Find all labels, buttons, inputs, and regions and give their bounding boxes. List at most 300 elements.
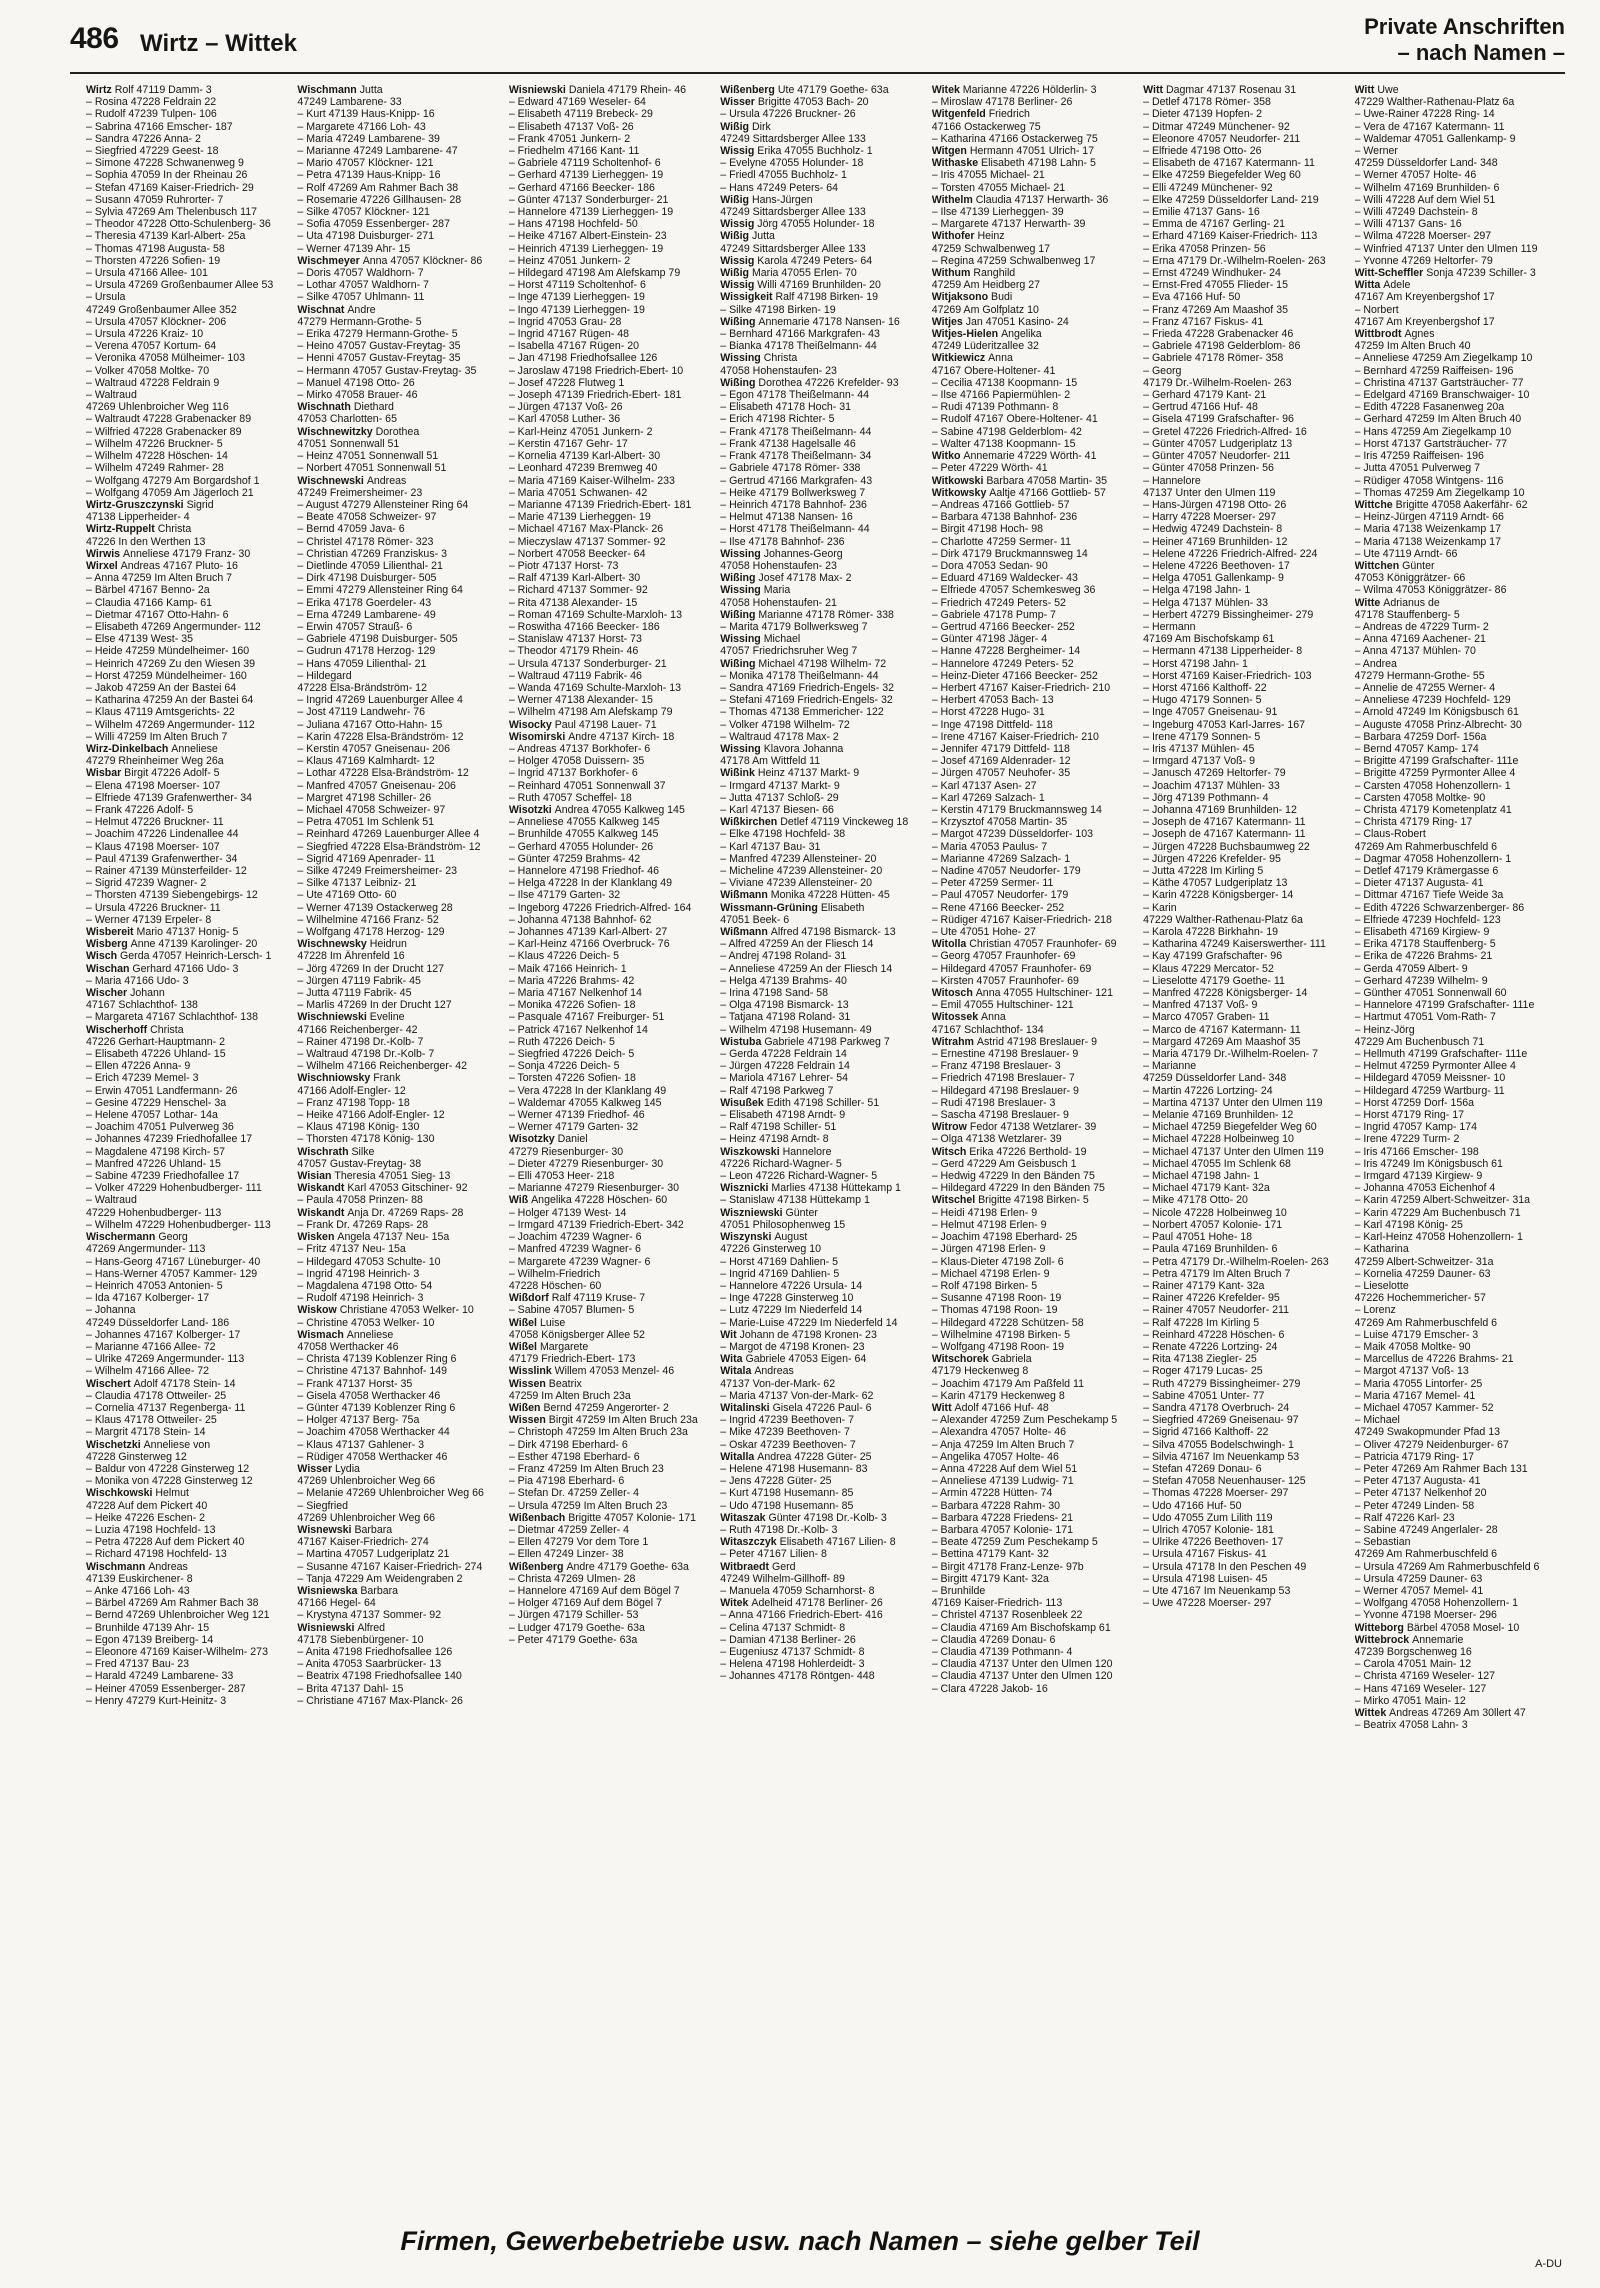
directory-entry [720,499,927,511]
directory-entry [932,487,1139,499]
directory-entry [720,1439,927,1451]
directory-entry [86,304,293,316]
directory-entry [86,780,293,792]
directory-entry [932,1011,1139,1023]
directory-entry [297,291,504,303]
directory-entry [932,108,1139,120]
directory-entry [932,841,1139,853]
directory-entry [509,1341,716,1353]
directory-entry [509,743,716,755]
entry-details: – Elke 47198 Hochfeld- 38 [720,828,846,841]
directory-entry [297,1146,504,1158]
directory-entry [1143,828,1350,840]
entry-details: – Maria 47179 Dr.-Wilhelm-Roelen- 7 [1143,1048,1318,1061]
surname: Wischnat [297,303,348,316]
entry-details: Anneliese [171,742,218,755]
entry-details: Birgit 47226 Adolf- 5 [124,767,220,780]
entry-details: – Birgit 47198 Hoch- 98 [931,523,1043,536]
entry-details: – Siegfried 47226 Deich- 5 [508,1048,635,1061]
directory-entry [932,621,1139,633]
entry-details: – Jürgen 47228 Buchsbaumweg 22 [1143,840,1310,853]
directory-entry [297,694,504,706]
directory-entry [86,767,293,779]
directory-entry [509,621,716,633]
directory-entry [1355,1585,1562,1597]
directory-entry [297,804,504,816]
entry-details: – Elli 47249 Münchener- 92 [1143,181,1273,194]
entry-details: – Holger 47058 Duissern- 35 [508,755,645,768]
surname: Wißmann [720,926,771,939]
entry-details: August [774,1231,808,1244]
entry-details: – Anneliese 47055 Kalkweg 145 [508,816,660,829]
entry-details: – Johannes 47239 Friedhofallee 17 [86,1133,253,1146]
directory-entry [86,963,293,975]
directory-entry [1355,780,1562,792]
entry-details: – Wilhelm 47169 Brunhilden- 6 [1354,181,1500,194]
entry-details: Ranghild [973,267,1016,280]
directory-entry [509,975,716,987]
directory-entry [1355,865,1562,877]
entry-details: – Fred 47137 Bau- 23 [86,1658,190,1671]
entry-details: Andrea 47055 Kalkweg 145 [554,803,685,816]
directory-entry [86,377,293,389]
directory-entry [1143,450,1350,462]
entry-details: – Claudia 47269 Donau- 6 [931,1633,1056,1646]
entry-details: – Jakob 47259 An der Bastei 64 [86,681,237,694]
entry-details: – Rosina 47228 Feldrain 22 [86,96,217,109]
directory-entry [509,1573,716,1585]
directory-entry [86,426,293,438]
directory-entry [1143,1585,1350,1597]
directory-entry [1143,731,1350,743]
directory-entry [720,365,927,377]
entry-details: 47249 Lambarene- 33 [297,96,402,109]
directory-entry [509,1085,716,1097]
entry-details: – Willi 47137 Gans- 16 [1354,218,1462,231]
entry-details: – Ursula 47178 In den Peschen 49 [1143,1560,1307,1573]
directory-entry [932,1426,1139,1438]
entry-details: – Maria 47138 Weizenkamp 17 [1354,523,1501,536]
entry-details: – Torsten 47055 Michael- 21 [931,181,1066,194]
directory-entry [297,719,504,731]
entry-details: Johannes-Georg [763,547,843,560]
entry-details: – Roswitha 47166 Beecker- 186 [508,620,660,633]
directory-entry [297,365,504,377]
entry-details: – Hildegard [297,669,352,682]
directory-entry [297,560,504,572]
directory-entry [86,1146,293,1158]
entry-details: Brigitte 47057 Kolonie- 171 [568,1511,697,1524]
directory-entry [509,1158,716,1170]
entry-details: – Heinz-Jörg [1354,1023,1415,1036]
directory-entry [86,743,293,755]
entry-details: – Peter 47167 Lilien- 8 [720,1548,827,1561]
directory-entry [1143,621,1350,633]
directory-entry [509,767,716,779]
directory-entry [509,902,716,914]
directory-entry [1143,560,1350,572]
entry-details: – Wolfgang 47059 Am Jägerloch 21 [86,486,254,499]
entry-details: – Ursula 47259 Im Alten Bruch 23 [508,1499,668,1512]
directory-entry [1355,304,1562,316]
directory-entry [1355,365,1562,377]
entry-details: Anneliese von [143,1438,211,1451]
entry-details: – Günter 47058 Prinzen- 56 [1143,462,1274,475]
directory-entry [932,1158,1139,1170]
directory-entry [297,597,504,609]
directory-entry [720,1292,927,1304]
entry-details: – Helga 47198 Jahn- 1 [1143,584,1251,597]
directory-entry [297,889,504,901]
directory-entry [1143,1097,1350,1109]
directory-entry [509,230,716,242]
directory-entry [932,1024,1139,1036]
directory-entry [720,889,927,901]
directory-entry [932,1390,1139,1402]
directory-entry [720,560,927,572]
entry-details: – Stefani 47169 Friedrich-Engels- 32 [720,694,893,707]
entry-details: – Krzysztof 47058 Martin- 35 [931,816,1068,829]
entry-details: – Nicole 47228 Holbeinweg 10 [1143,1206,1287,1219]
directory-entry [1355,499,1562,511]
entry-details: – Volker 47198 Wilhelm- 72 [720,718,850,731]
directory-entry [932,1256,1139,1268]
directory-entry [720,1378,927,1390]
directory-entry [297,1475,504,1487]
directory-entry [509,1390,716,1402]
directory-entry [509,1109,716,1121]
directory-entry [297,1646,504,1658]
entry-details: Adelheid 47178 Berliner- 26 [751,1597,883,1610]
entry-details: – Rudolf 47239 Tulpen- 106 [86,108,217,121]
directory-entry [720,1048,927,1060]
entry-details: 47228 Höschen- 60 [508,1279,602,1292]
surname: Wita [720,1353,746,1366]
directory-entry [509,182,716,194]
directory-entry [509,340,716,352]
entry-details: – Elfriede 47198 Otto- 26 [1143,145,1262,158]
entry-details: Bernd 47259 Angerorter- 2 [543,1401,669,1414]
directory-entry [720,108,927,120]
surname: Wistuba [720,1035,765,1048]
directory-entry [1143,816,1350,828]
directory-entry [297,377,504,389]
directory-entry [1355,511,1562,523]
entry-details: 47269 Am Rahmerbuschfeld 6 [1354,1548,1498,1561]
entry-details: – Anna 47169 Aachener- 21 [1354,633,1486,646]
entry-details: – Ingeborg 47226 Friedrich-Alfred- 164 [508,901,692,914]
entry-details: – Bärbel 47167 Benno- 2a [86,584,210,597]
directory-entry [1143,1487,1350,1499]
directory-entry [86,1695,293,1707]
entry-details: – Marianne 47139 Friedrich-Ebert- 181 [508,498,692,511]
directory-entry [720,719,927,731]
directory-entry [297,1280,504,1292]
directory-entry [509,352,716,364]
directory-entry [932,194,1139,206]
directory-entry [1355,340,1562,352]
directory-entry [1143,889,1350,901]
surname: Wischniewski [297,1011,370,1024]
directory-entry [1143,719,1350,731]
directory-entry [1355,1414,1562,1426]
directory-entry [86,279,293,291]
directory-entry [297,1182,504,1194]
entry-details: – Peter 47259 Sermer- 11 [931,877,1054,890]
entry-details: – Charlotte 47259 Sermer- 11 [931,535,1072,548]
surname: Withelm [931,193,976,206]
entry-details: 47269 Angermunder- 113 [86,1243,206,1256]
directory-entry [297,1060,504,1072]
directory-entry [86,694,293,706]
directory-entry [297,816,504,828]
directory-entry [86,731,293,743]
entry-details: – Silke 47057 Klöckner- 121 [297,206,430,219]
surname: Wisser [297,1462,336,1475]
directory-entry [1355,1194,1562,1206]
directory-entry [86,1463,293,1475]
entry-details: Christian 47057 Fraunhofer- 69 [969,938,1117,951]
directory-entry [1143,1536,1350,1548]
directory-entry [1355,133,1562,145]
entry-details: – Eugeniusz 47137 Schmidt- 8 [720,1646,865,1658]
surname: Wißig [720,193,752,206]
directory-entry [1355,731,1562,743]
entry-details: – Egon 47178 Theißelmann- 44 [720,389,870,402]
directory-entry [720,767,927,779]
entry-details: – Ursula 47167 Fiskus- 41 [1143,1548,1267,1561]
entry-details: Dorothea [375,425,420,438]
entry-details: – Maik 47058 Moltke- 90 [1354,1340,1471,1353]
entry-details: – Maria 47055 Lintorfer- 25 [1354,1377,1483,1390]
entry-details: – Gisela 47199 Grafschafter- 96 [1143,413,1294,426]
surname: Wißing [720,572,759,585]
surname: Wisser [720,96,758,109]
directory-entry [932,438,1139,450]
surname: Wirtz [86,84,115,96]
directory-entry [509,987,716,999]
entry-details: 47057 Gustav-Freytag- 38 [297,1157,422,1170]
entry-details: – Barbara 47228 Friedens- 21 [931,1511,1074,1524]
directory-entry [1143,1341,1350,1353]
entry-details: Maria 47055 Erlen- 70 [751,267,857,280]
entry-details: – Alexandra 47057 Holte- 46 [931,1426,1066,1439]
directory-entry [932,426,1139,438]
directory-entry [932,1585,1139,1597]
directory-entry [932,1439,1139,1451]
entry-details: – Silva 47055 Bodelschwingh- 1 [1143,1438,1294,1451]
entry-details: – Elisabeth de 47167 Katermann- 11 [1143,157,1315,170]
entry-details: – Dora 47053 Sedan- 90 [931,559,1048,572]
entry-details: – Isabella 47167 Rügen- 20 [508,340,640,353]
directory-entry [720,255,927,267]
directory-entry [509,828,716,840]
entry-details: – Dieter 47139 Hopfen- 2 [1143,108,1263,121]
entry-details: – Marcellus de 47226 Brahms- 21 [1354,1353,1514,1366]
entry-details: – Paul 47139 Grafenwerther- 34 [86,852,238,865]
directory-entry [1143,658,1350,670]
entry-details: 47279 Hermann-Grothe- 5 [297,315,422,328]
entry-details: Eveline [369,1011,405,1024]
entry-details: – Iris 47055 Michael- 21 [931,169,1045,182]
directory-entry [86,1341,293,1353]
directory-entry [1355,926,1562,938]
directory-entry [297,1548,504,1560]
directory-entry [509,1011,716,1023]
entry-details: – Viviane 47239 Allensteiner- 20 [720,877,873,890]
directory-entry [932,963,1139,975]
directory-entry [1143,975,1350,987]
entry-details: – Peter 47137 Augusta- 41 [1354,1475,1481,1488]
entry-details: Günter [1402,559,1435,572]
entry-details: – Detlef 47178 Römer- 358 [1143,96,1271,109]
surname: Witek [720,1597,752,1610]
surname: Wirwis [86,547,123,560]
entry-details: Klavora Johanna [763,742,844,755]
directory-entry [509,243,716,255]
directory-entry [297,401,504,413]
entry-details: – Roger 47179 Lucas- 25 [1143,1365,1263,1378]
entry-details: – Kay 47199 Grafschafter- 96 [1143,950,1283,963]
entry-details: – Angelika 47057 Holte- 46 [931,1450,1059,1463]
directory-entry [1143,1121,1350,1133]
entry-details: – Yvonne 47269 Heltorfer- 79 [1354,254,1493,267]
directory-entry [1355,1670,1562,1682]
directory-entry [1143,438,1350,450]
entry-details: – Christine 47137 Bahnhof- 149 [297,1365,448,1378]
directory-entry [1355,1109,1562,1121]
directory-entry [509,865,716,877]
surname: Wischnewski [297,474,367,487]
directory-column [932,84,1139,2206]
directory-entry [1143,1011,1350,1023]
entry-details: – Waltraud 47178 Max- 2 [720,730,839,743]
directory-entry [297,743,504,755]
directory-entry [86,182,293,194]
directory-entry [297,1487,504,1499]
directory-entry [297,1451,504,1463]
surname: Witalla [720,1450,758,1463]
entry-details: – Horst 47137 Gartsträucher- 77 [1354,437,1508,450]
directory-entry [720,1597,927,1609]
directory-entry [86,340,293,352]
surname: Wißenberg [508,1560,567,1573]
directory-entry [509,1622,716,1634]
directory-entry [1355,1280,1562,1292]
entry-details: Christa [157,523,192,536]
directory-entry [720,291,927,303]
directory-entry [720,1561,927,1573]
entry-details: – Karl 47137 Biesen- 66 [720,803,834,816]
entry-details: – Ulrike 47269 Angermunder- 113 [86,1353,245,1366]
entry-details: – Gerhard 47179 Kant- 21 [1143,389,1267,402]
entry-details: – Holger 47139 West- 14 [508,1206,627,1219]
entry-details: – Beate 47259 Zum Peschekamp 5 [931,1536,1098,1549]
entry-details: – Volker 47058 Moltke- 70 [86,364,210,377]
directory-entry [1143,1133,1350,1145]
entry-details: – Irmgard 47137 Voß- 9 [1143,755,1255,768]
directory-entry [297,145,504,157]
directory-entry [297,926,504,938]
entry-details: – Ingrid 47269 Lauenburger Allee 4 [297,694,463,707]
surname: Wißel [508,1316,540,1329]
directory-entry [297,328,504,340]
directory-entry [297,548,504,560]
directory-entry [509,157,716,169]
directory-entry [86,1475,293,1487]
directory-entry [297,206,504,218]
entry-details: – Lutz 47229 Im Niederfeld 14 [720,1304,863,1317]
entry-details: – Klaus 47229 Mercator- 52 [1143,962,1274,975]
directory-entry [509,682,716,694]
section-title [1364,14,1565,66]
entry-details: – Clara 47228 Jakob- 16 [931,1682,1048,1695]
directory-entry [86,792,293,804]
entry-details: – Dietmar 47167 Otto-Hahn- 6 [86,608,229,621]
entry-details: – Heinrich 47178 Bahnhof- 236 [720,498,867,511]
surname: Wiskow [297,1304,340,1317]
entry-details: – Werner 47139 Ahr- 15 [297,242,411,255]
directory-entry [509,267,716,279]
entry-details: – Eduard 47169 Waldecker- 43 [931,572,1078,585]
entry-details: Dirk [751,120,771,133]
directory-entry [1355,645,1562,657]
entry-details: Johann de 47198 Kronen- 23 [739,1328,877,1341]
directory-entry [86,230,293,242]
entry-details: – Leon 47226 Richard-Wagner- 5 [720,1170,878,1183]
directory-entry [86,511,293,523]
surname: Witolla [931,938,970,951]
entry-details: Margarete [539,1340,589,1353]
entry-details: – Detlef 47179 Krämergasse 6 [1354,865,1499,877]
entry-details: – Bernd 47059 Java- 6 [297,523,405,536]
entry-details: Angela 47137 Neu- 15a [337,1231,450,1244]
directory-entry [932,560,1139,572]
directory-entry [509,1536,716,1548]
directory-entry [1355,999,1562,1011]
entry-details: – Johannes 47139 Karl-Albert- 27 [508,926,668,939]
directory-entry [297,1304,504,1316]
entry-details: – Margarete 47239 Wagner- 6 [508,1255,651,1268]
directory-entry [1143,1170,1350,1182]
directory-entry [932,1036,1139,1048]
entry-details: 47167 Am Kreyenbergshof 17 [1354,315,1495,328]
entry-details: – Andreas de 47229 Turm- 2 [1354,620,1489,633]
entry-details: – Johannes 47167 Kolberger- 17 [86,1328,241,1341]
entry-details: 47053 Königgrätzer- 66 [1354,572,1466,585]
entry-details: – Silke 47249 Freimersheimer- 23 [297,865,457,877]
directory-entry [86,291,293,303]
entry-details: – Heidi 47198 Erlen- 9 [931,1206,1038,1219]
entry-details: – Gerda 47228 Feldrain 14 [720,1048,847,1061]
entry-details: – Marianne 47279 Riesenburger- 30 [508,1182,680,1195]
entry-details: – Gerhard 47139 Lierheggen- 19 [508,169,664,182]
directory-entry [1143,536,1350,548]
entry-details: – Anja 47259 Im Alten Bruch 7 [931,1438,1075,1451]
entry-details: – Emma de 47167 Gerling- 21 [1143,218,1286,231]
directory-entry [1355,475,1562,487]
entry-details: 47269 Uhlenbroicher Weg 66 [297,1475,436,1488]
directory-entry [720,279,927,291]
directory-entry [1355,1231,1562,1243]
surname: Witt [1354,84,1378,96]
directory-entry [297,1353,504,1365]
entry-details: – Paula 47169 Brunhilden- 6 [1143,1243,1278,1256]
directory-entry [86,1500,293,1512]
directory-entry [1143,645,1350,657]
directory-entry [297,865,504,877]
surname: Wisian [297,1170,335,1183]
